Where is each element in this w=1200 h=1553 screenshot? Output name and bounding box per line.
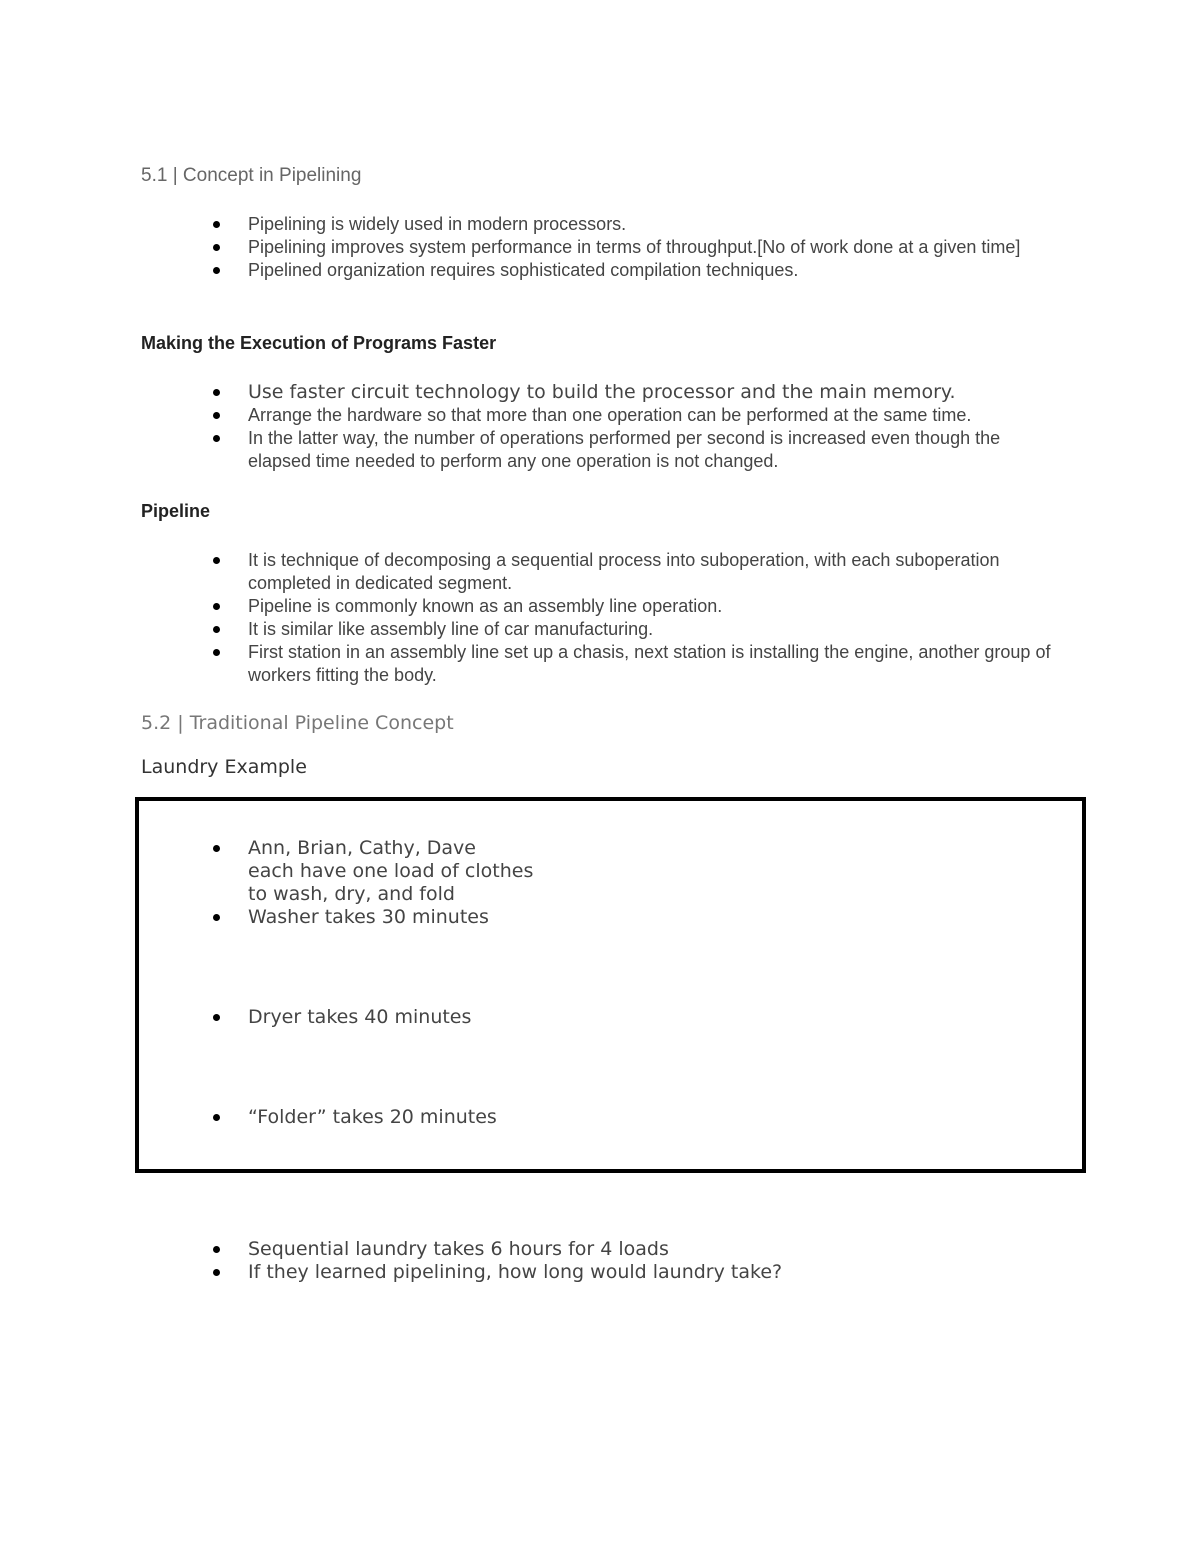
people-line: to wash, dry, and fold [248,883,455,905]
laundry-summary-list [0,1238,1058,1284]
people-line: Ann, Brian, Cathy, Dave [248,837,476,859]
list-item: Pipelining is widely used in modern processors. [0,213,1058,236]
list-item [0,837,1058,906]
list-item: Arrange the hardware so that more than one operation can be performed at the same time. [0,404,1058,427]
laundry-folder-list [0,1106,1058,1129]
list-item: Use faster circuit technology to build the processor and the main memory. [0,381,1058,404]
faster-execution-bullet-list [0,381,1058,473]
list-item: Sequential laundry takes 6 hours for 4 loads [0,1238,1058,1261]
list-item: If they learned pipelining, how long would laundry take? [0,1261,1058,1284]
list-item: Washer takes 30 minutes [0,906,1058,929]
list-item: Dryer takes 40 minutes [0,1006,1058,1029]
list-item: Pipelined organization requires sophisticated compilation techniques. [0,259,1058,282]
faster-execution-heading: Making the Execution of Programs Faster [141,333,497,353]
pipeline-heading: Pipeline [141,501,211,521]
pipeline-bullet-list [0,549,1058,687]
people-line: each have one load of clothes [248,860,534,882]
list-item: Pipelining improves system performance in terms of throughput.[No of work done at a given time] [0,236,1058,259]
section-heading-5-2: 5.2 | Traditional Pipeline Concept [141,712,454,734]
section-heading-5-1: 5.1 | Concept in Pipelining [141,165,362,186]
laundry-bullet-list [0,837,1058,929]
laundry-example-heading: Laundry Example [141,756,307,778]
list-item: First station in an assembly line set up a chasis, next station is installing the engine, another group of workers fitting the body. [0,641,1058,687]
list-item: In the latter way, the number of operations performed per second is increased even though the elapsed time needed to perform any one operation is not changed. [0,427,1058,473]
list-item: It is technique of decomposing a sequential process into suboperation, with each suboperation completed in dedicated segment. [0,549,1058,595]
list-item: Pipeline is commonly known as an assembly line operation. [0,595,1058,618]
list-item: It is similar like assembly line of car manufacturing. [0,618,1058,641]
concept-bullet-list [0,213,1058,282]
laundry-dryer-list [0,1006,1058,1029]
list-item: “Folder” takes 20 minutes [0,1106,1058,1129]
